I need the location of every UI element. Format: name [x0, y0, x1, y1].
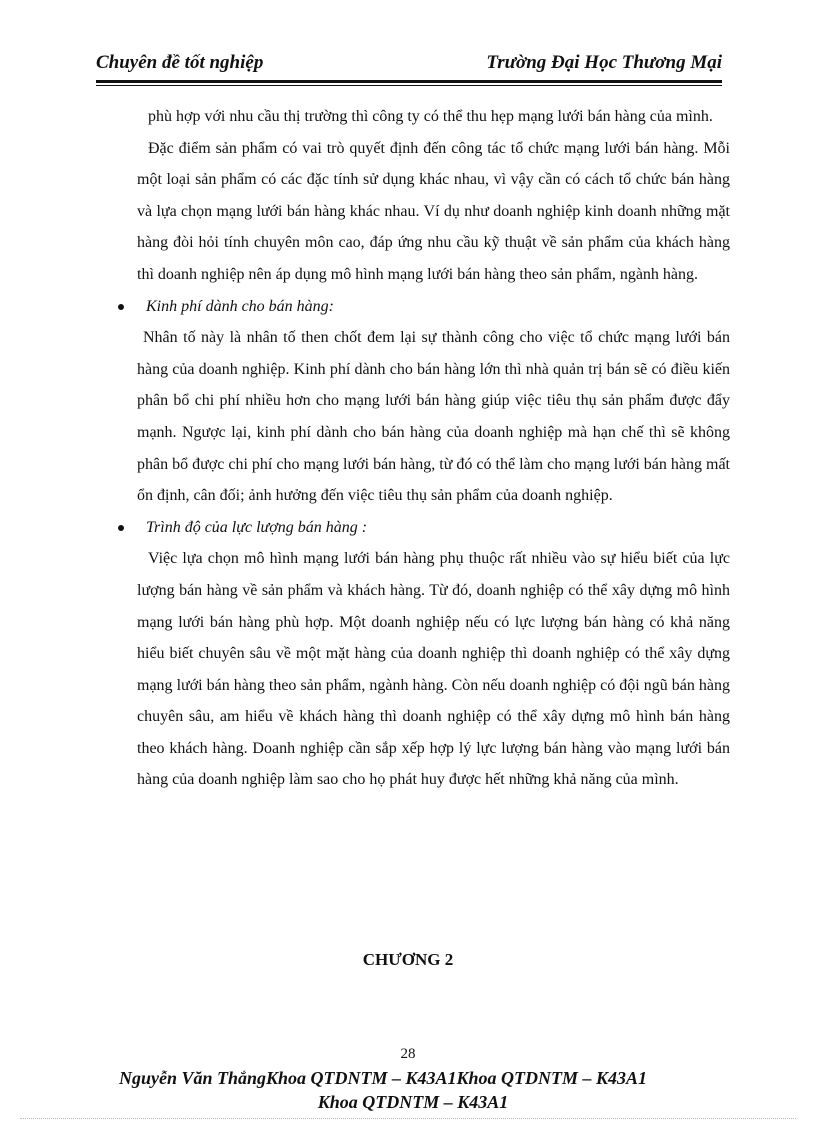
footer-divider — [20, 1118, 796, 1119]
body-content — [137, 101, 730, 796]
header-rule-thin — [96, 85, 722, 86]
page-header — [96, 52, 722, 78]
paragraph-2: Đặc điểm sản phẩm có vai trò quyết định đến công tác tổ chức mạng lưới bán hàng. Mỗi một loại sản phẩm có các đặc tính sử dụng khác nhau, vì vậy cần có cách tổ chức bán hàng và lựa chọn mạng lưới bán hàng khác nhau. Ví dụ như doanh nghiệp kinh doanh những mặt hàng đòi hỏi tính chuyên môn cao, đáp ứng nhu cầu kỹ thuật về sản phẩm của khách hàng thì doanh nghiệp nên áp dụng mô hình mạng lưới bán hàng theo sản phẩm, ngành hàng. — [137, 139, 730, 283]
bullet-sales-force — [137, 512, 730, 544]
footer-line-1: Nguyễn Văn ThắngKhoa QTDNTM – K43A1Khoa QTDNTM – K43A1 — [118, 1068, 648, 1088]
footer-line-2: Khoa QTDNTM – K43A1 — [317, 1092, 509, 1112]
header-left-title: Chuyên đề tốt nghiệp — [96, 52, 264, 73]
bullet-icon — [118, 304, 124, 310]
header-rule-thick — [96, 80, 722, 83]
bullet-funding — [137, 291, 730, 323]
header-right-title: Trường Đại Học Thương Mại — [486, 52, 722, 73]
paragraph-3: Nhân tố này là nhân tố then chốt đem lại sự thành công cho việc tổ chức mạng lưới bán hàng của doanh nghiệp. Kinh phí dành cho bán hàng lớn thì nhà quản trị bán sẽ có điều kiến phân bổ chi phí nhiều hơn cho mạng lưới bán hàng giúp việc tiêu thụ sản phẩm được đẩy mạnh. Ngược lại, kinh phí dành cho bán hàng của doanh nghiệp mà hạn chế thì sẽ không phân bổ được chi phí cho mạng lưới bán hàng, từ đó có thể làm cho mạng lưới bán hàng mất ổn định, cân đối; ảnh hưởng đến việc tiêu thụ sản phẩm của doanh nghiệp. — [137, 329, 730, 505]
bullet-icon — [118, 525, 124, 531]
paragraph-4: Việc lựa chọn mô hình mạng lưới bán hàng phụ thuộc rất nhiều vào sự hiểu biết của lực lượng bán hàng về sản phẩm và khách hàng. Từ đó, doanh nghiệp có thể xây dựng mô hình mạng lưới bán hàng phù hợp. Một doanh nghiệp nếu có lực lượng bán hàng có khả năng hiểu biết chuyên sâu về một mặt hàng của doanh nghiệp thì doanh nghiệp có thể xây dựng mạng lưới bán hàng theo sản phẩm, ngành hàng. Còn nếu doanh nghiệp có đội ngũ bán hàng chuyên sâu, am hiểu về khách hàng thì doanh nghiệp có thể xây dựng mô hình bán hàng theo khách hàng. Doanh nghiệp cần sắp xếp hợp lý lực lượng bán hàng vào mạng lưới bán hàng của doanh nghiệp làm sao cho họ phát huy được hết những khả năng của mình. — [137, 550, 730, 789]
page-footer — [0, 1066, 816, 1114]
paragraph-1: phù hợp với nhu cầu thị trường thì công ty có thể thu hẹp mạng lưới bán hàng của mình. — [148, 108, 713, 125]
bullet-sales-force-label: Trình độ của lực lượng bán hàng : — [146, 518, 368, 536]
chapter-heading: CHƯƠNG 2 — [362, 950, 454, 969]
bullet-funding-label: Kinh phí dành cho bán hàng: — [146, 297, 334, 315]
page-number: 28 — [400, 1046, 416, 1062]
